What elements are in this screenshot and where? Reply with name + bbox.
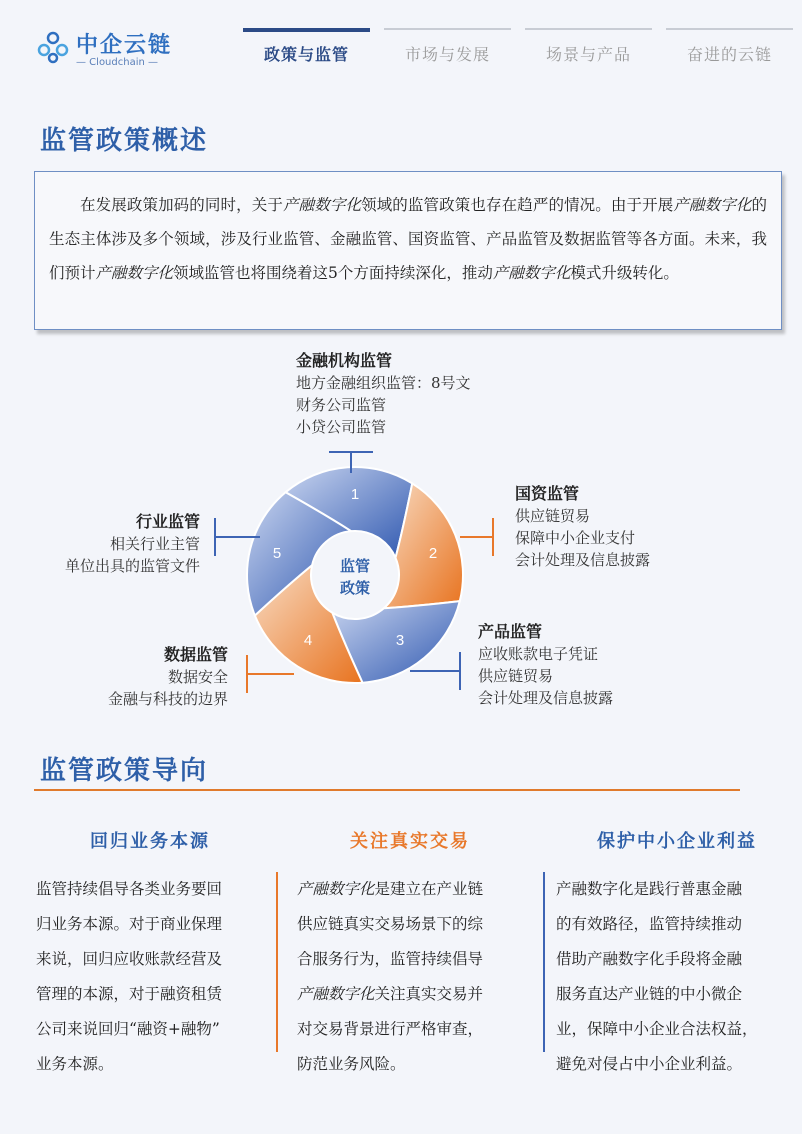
item-line: 金融与科技的边界: [107, 690, 228, 708]
column-divider: [276, 872, 278, 1052]
tab-label: 场景与产品: [545, 45, 631, 64]
intro-box: [34, 171, 782, 330]
item-title: 行业监管: [135, 512, 200, 531]
connector-line: [246, 673, 294, 675]
item-state-asset-regulation: [515, 483, 650, 571]
logo-subtext: — Cloudchain —: [76, 57, 159, 68]
column-title-business-origin: 回归业务本源: [90, 831, 210, 852]
tab-label: 政策与监管: [263, 45, 349, 64]
item-line: 会计处理及信息披露: [478, 689, 614, 707]
tab-label: 奋进的云链: [686, 45, 772, 64]
item-line: 供应链贸易: [515, 507, 591, 525]
item-line: 小贷公司监管: [296, 418, 387, 436]
cloudchain-logo-icon: [36, 30, 70, 64]
item-line: 数据安全: [167, 668, 228, 686]
center-label-2: 政策: [339, 579, 371, 597]
segment-number-4: 4: [303, 632, 313, 649]
item-line: 会计处理及信息披露: [515, 551, 651, 569]
segment-number-3: 3: [395, 632, 405, 649]
segment-number-5: 5: [272, 545, 282, 562]
connector-tick: [492, 518, 494, 556]
segment-number-1: 1: [350, 486, 360, 503]
tab-market[interactable]: [384, 28, 511, 68]
intro-paragraph: 在发展政策加码的同时，关于产融数字化领域的监管政策也存在趋严的情况。由于开展产融数字化的生态主体涉及多个领域，涉及行业监管、金融监管、国资监管、产品监管及数据监管等各方面。未来，我们预计产融数字化领域监管也将围绕着这5个方面持续深化，推动产融数字化模式升级转化。: [49, 196, 767, 282]
item-line: 单位出具的监管文件: [64, 557, 200, 575]
item-title: 产品监管: [478, 622, 543, 641]
item-title: 数据监管: [163, 645, 228, 664]
column-title-sme-protection: 保护中小企业利益: [597, 831, 757, 852]
connector-tick: [459, 652, 461, 690]
item-financial-regulation: [296, 350, 471, 438]
item-product-regulation: [478, 621, 613, 709]
item-line: 地方金融组织监管：8号文: [296, 374, 471, 392]
logo: [36, 28, 176, 72]
connector-line: [410, 670, 459, 672]
column-title-real-trade: 关注真实交易: [350, 831, 470, 852]
connector-line: [214, 536, 260, 538]
center-label-1: 监管: [339, 557, 371, 575]
item-line: 财务公司监管: [296, 396, 387, 414]
section-divider: [34, 789, 740, 791]
tab-policy[interactable]: [243, 28, 370, 68]
logo-text: 中企云链: [76, 33, 173, 58]
ring-center: [313, 533, 397, 617]
section-title-guidance: 监管政策导向: [40, 756, 209, 786]
item-line: 保障中小企业支付: [515, 529, 636, 547]
item-line: 相关行业主管: [109, 535, 200, 553]
item-industry-regulation: [30, 511, 200, 577]
item-line: 应收账款电子凭证: [478, 645, 599, 663]
item-title: 金融机构监管: [296, 351, 393, 370]
column-text-real-trade: 产融数字化是建立在产业链 供应链真实交易场景下的综 合服务行为，监管持续倡导 产融数字化关注真实交易并 对交易背景进行严格审查， 防范业务风险。: [297, 880, 484, 1073]
item-data-regulation: [80, 644, 228, 710]
section-title-overview: 监管政策概述: [40, 126, 209, 156]
column-divider: [543, 872, 545, 1052]
column-text-sme-protection: 产融数字化是践行普惠金融 的有效路径，监管持续推动 借助产融数字化手段将金融 服务直达产业链的中小微企 业，保障中小企业合法权益， 避免对侵占中小企业利益。: [556, 880, 758, 1073]
item-line: 供应链贸易: [478, 667, 554, 685]
connector-line: [460, 536, 492, 538]
tab-cloudchain[interactable]: [666, 28, 793, 68]
item-title: 国资监管: [515, 484, 580, 503]
policy-ring-diagram: [240, 460, 470, 690]
column-text-business-origin: 监管持续倡导各类业务要回 归业务本源。对于商业保理 来说，回归应收账款经营及 管理的本源，对于融资租赁 公司来说回归“融资+融物” 业务本源。: [36, 880, 223, 1073]
tab-label: 市场与发展: [404, 45, 490, 64]
segment-number-2: 2: [428, 545, 438, 562]
tab-scenario[interactable]: [525, 28, 652, 68]
connector-line: [350, 451, 352, 473]
